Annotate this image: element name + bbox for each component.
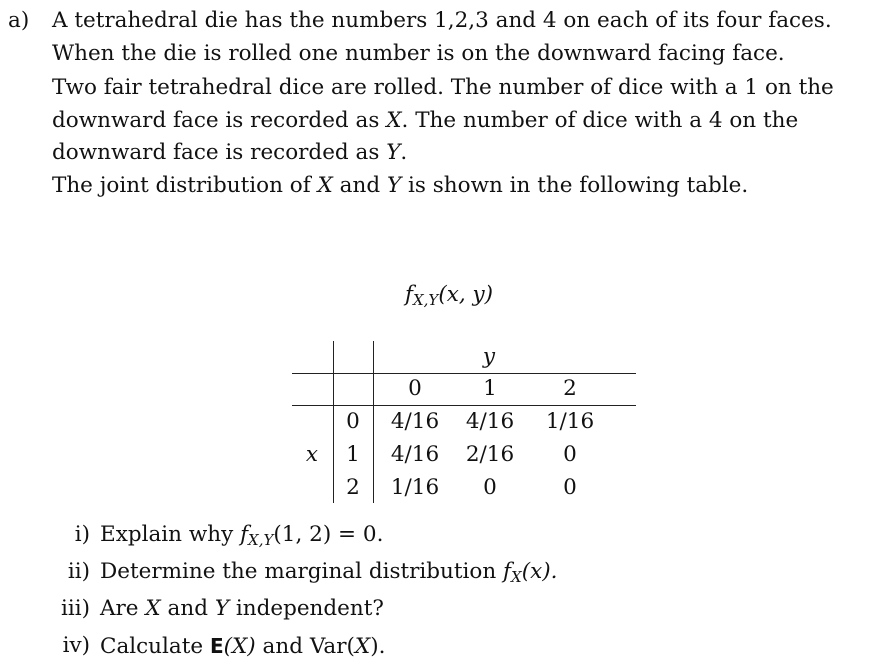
question-number: i) bbox=[74, 522, 90, 547]
var-x: X bbox=[386, 107, 402, 133]
table-cell: 4/16 bbox=[390, 442, 440, 467]
title-subscript: X,Y bbox=[412, 291, 439, 309]
table-rule-header bbox=[292, 405, 636, 406]
table-rule-right bbox=[373, 341, 374, 503]
table-title bbox=[405, 282, 493, 309]
question-text-mid: and bbox=[167, 596, 208, 621]
table-cell: 0 bbox=[563, 475, 577, 500]
setup-line-4-a: The joint distribution of bbox=[52, 172, 311, 198]
table-cell: 0 bbox=[563, 442, 577, 467]
setup-line-3 bbox=[52, 137, 874, 170]
table-rule-top bbox=[292, 373, 636, 374]
intro-line-1: A tetrahedral die has the numbers 1,2,3 and 4 on each of its four faces. bbox=[52, 8, 832, 33]
intro-paragraph bbox=[52, 5, 874, 70]
col-header: 0 bbox=[408, 376, 422, 401]
setup-line-2-a: downward face is recorded as bbox=[52, 107, 380, 133]
question-text-post: (1, 2) = 0. bbox=[273, 522, 384, 547]
math-f: f bbox=[240, 522, 249, 547]
row-header: 0 bbox=[346, 409, 360, 434]
question-number: iv) bbox=[62, 633, 90, 658]
question-text bbox=[100, 520, 383, 555]
variance-symbol: Var( bbox=[309, 634, 355, 659]
question-text-and: and bbox=[262, 634, 303, 659]
var-y: Y bbox=[386, 140, 401, 165]
expectation-arg: (X) bbox=[223, 634, 256, 659]
question-text-post: independent? bbox=[235, 596, 384, 621]
setup-line-3-b: . bbox=[400, 140, 408, 165]
col-header: 1 bbox=[483, 376, 497, 401]
question-text-end: ). bbox=[370, 634, 386, 659]
math-subscript: X bbox=[511, 568, 522, 586]
table-cell: 2/16 bbox=[465, 442, 515, 467]
setup-paragraph bbox=[52, 72, 874, 202]
question-number: iii) bbox=[60, 596, 90, 621]
title-f: f bbox=[405, 282, 413, 307]
question-number: ii) bbox=[67, 559, 90, 584]
question-text bbox=[100, 594, 384, 624]
table-cell: 4/16 bbox=[465, 409, 515, 434]
table-cell: 4/16 bbox=[390, 409, 440, 434]
question-text-pre: Are bbox=[100, 596, 139, 621]
setup-line-3-a: downward face is recorded as bbox=[52, 140, 380, 165]
col-header: 2 bbox=[563, 376, 577, 401]
column-variable: y bbox=[482, 344, 496, 369]
intro-line-2: When the die is rolled one number is on the downward facing face. bbox=[52, 40, 785, 66]
question-text-pre: Determine the marginal distribution bbox=[100, 559, 497, 584]
expectation-symbol: E bbox=[209, 634, 224, 658]
row-variable: x bbox=[305, 442, 319, 467]
question-text bbox=[100, 557, 557, 592]
math-f: f bbox=[503, 559, 512, 584]
var-x: X bbox=[317, 172, 333, 198]
question-text bbox=[100, 631, 385, 662]
question-text-pre: Calculate bbox=[100, 634, 204, 659]
var-y: Y bbox=[214, 596, 230, 621]
table-cell: 0 bbox=[483, 475, 497, 500]
setup-line-2-b: . The number of dice with a 4 on the bbox=[401, 107, 799, 133]
part-label: a) bbox=[8, 8, 30, 33]
title-args: (x, y) bbox=[438, 282, 494, 307]
row-header: 2 bbox=[346, 475, 360, 500]
setup-line-4-and: and bbox=[339, 172, 381, 198]
question-text-pre: Explain why bbox=[100, 522, 234, 547]
table-cell: 1/16 bbox=[390, 475, 440, 500]
var-y: Y bbox=[386, 172, 402, 198]
table-rule-left bbox=[333, 341, 334, 503]
setup-line-2 bbox=[52, 105, 874, 138]
table-cell: 1/16 bbox=[545, 409, 595, 434]
setup-line-4-b: is shown in the following table. bbox=[408, 172, 749, 198]
math-subscript: X,Y bbox=[248, 531, 274, 549]
setup-line-4 bbox=[52, 170, 874, 203]
var-x: X bbox=[145, 596, 161, 621]
row-header: 1 bbox=[346, 442, 360, 467]
setup-line-1: Two fair tetrahedral dice are rolled. The number of dice with a 1 on the bbox=[52, 75, 834, 100]
question-text-post: (x). bbox=[521, 559, 558, 584]
var-x: X bbox=[354, 634, 371, 659]
